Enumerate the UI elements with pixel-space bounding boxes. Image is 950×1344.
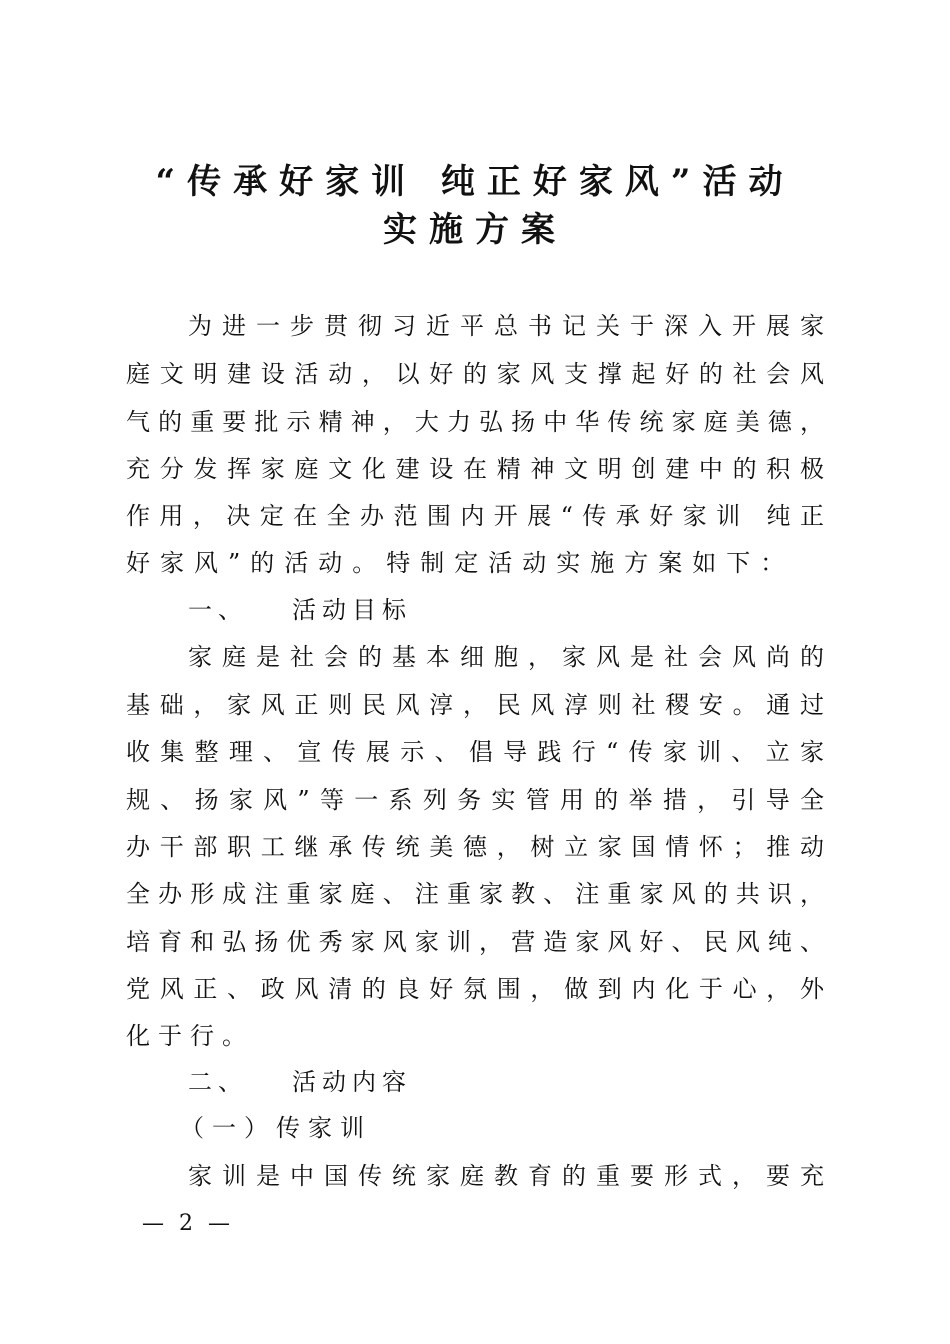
section-1-line: 党风正、政风清的良好氛围，做到内化于心，外 xyxy=(126,975,826,1003)
section-1-line: 收集整理、宣传展示、倡导践行“传家训、立家 xyxy=(126,738,826,766)
intro-line: 气的重要批示精神，大力弘扬中华传统家庭美德， xyxy=(126,408,826,436)
section-2-heading xyxy=(188,1062,412,1102)
section-1-number: 一、 xyxy=(188,596,248,624)
section-1-line: 办干部职工继承传统美德，树立家国情怀；推动 xyxy=(126,833,826,861)
intro-line: 庭文明建设活动，以好的家风支撑起好的社会风 xyxy=(126,360,826,388)
subsection-1-line: 家训是中国传统家庭教育的重要形式，要充 xyxy=(188,1162,826,1190)
intro-line: 作用，决定在全办范围内开展“传承好家训 纯正 xyxy=(126,502,826,530)
subsection-1-heading: （一）传家训 xyxy=(180,1114,372,1142)
document-title-line-2: 实施方案 xyxy=(383,210,567,250)
section-1-heading xyxy=(188,590,412,630)
section-1-line: 培育和弘扬优秀家风家训，营造家风好、民风纯、 xyxy=(126,928,826,956)
section-1-line: 规、扬家风”等一系列务实管用的举措，引导全 xyxy=(126,786,826,814)
section-1-line: 全办形成注重家庭、注重家教、注重家风的共识， xyxy=(126,880,826,908)
intro-line: 好家风”的活动。特制定活动实施方案如下： xyxy=(126,549,795,577)
section-2-number: 二、 xyxy=(188,1068,248,1096)
section-1-line: 化于行。 xyxy=(126,1022,254,1050)
section-1-line: 家庭是社会的基本细胞，家风是社会风尚的 xyxy=(188,643,826,671)
intro-line: 为进一步贯彻习近平总书记关于深入开展家 xyxy=(188,312,826,340)
document-title-line-1: “传承好家训 纯正好家风”活动 xyxy=(155,162,795,202)
section-1-line: 基础，家风正则民风淳，民风淳则社稷安。通过 xyxy=(126,691,826,719)
intro-line: 充分发挥家庭文化建设在精神文明创建中的积极 xyxy=(126,455,826,483)
section-1-title: 活动目标 xyxy=(292,596,412,624)
section-2-title: 活动内容 xyxy=(292,1068,412,1096)
page-number: — 2 — xyxy=(142,1211,234,1236)
